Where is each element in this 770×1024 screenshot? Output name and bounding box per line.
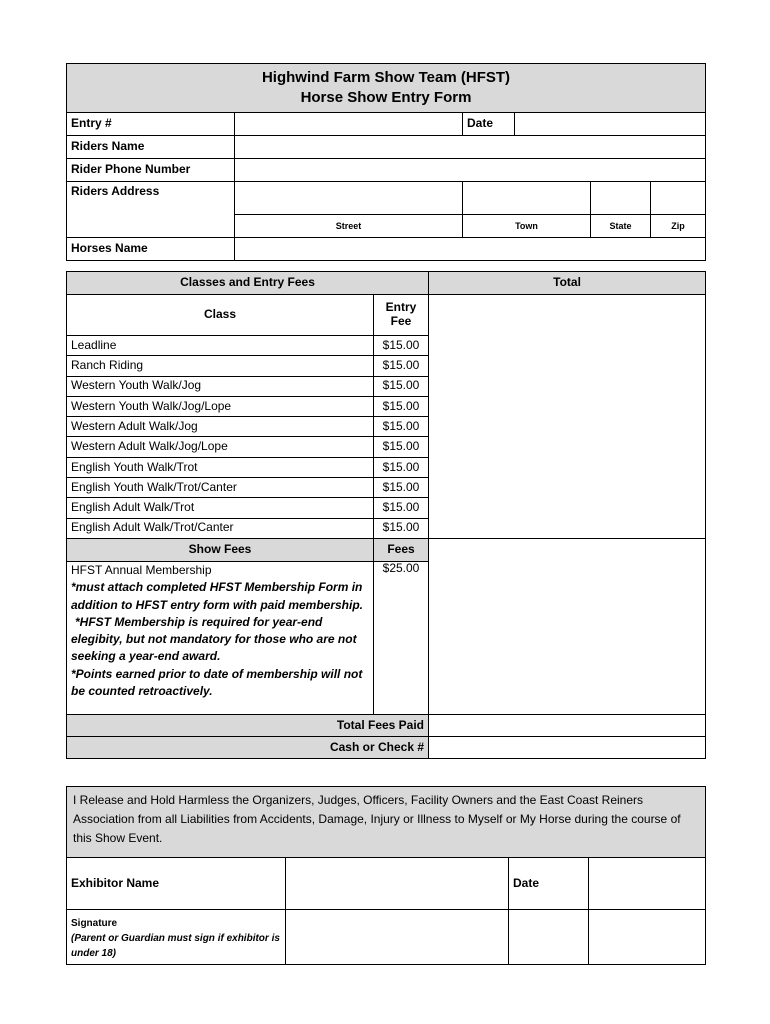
membership-fee: $25.00 xyxy=(374,561,429,714)
cash-check-label: Cash or Check # xyxy=(67,736,429,758)
class-name: Western Adult Walk/Jog xyxy=(67,417,374,437)
cash-check-field[interactable] xyxy=(429,736,706,758)
entry-header-form xyxy=(66,63,706,261)
membership-note-1: *must attach completed HFST Membership Form in addition to HFST entry form with paid membership. xyxy=(71,580,364,612)
state-label: State xyxy=(591,215,651,238)
class-fee: $15.00 xyxy=(374,518,429,538)
class-fee: $15.00 xyxy=(374,437,429,457)
membership-name: HFST Annual Membership xyxy=(71,562,212,577)
entry-fee-col-header: Entry Fee xyxy=(374,295,429,336)
signature-label-cell xyxy=(67,910,286,965)
town-field[interactable] xyxy=(463,182,591,215)
form-title-line1: Highwind Farm Show Team (HFST) xyxy=(261,69,511,86)
entry-number-field[interactable] xyxy=(235,113,463,136)
class-name: English Adult Walk/Trot/Canter xyxy=(67,518,374,538)
riders-name-label: Riders Name xyxy=(67,136,235,159)
class-name: English Youth Walk/Trot/Canter xyxy=(67,478,374,498)
class-fee: $15.00 xyxy=(374,336,429,356)
release-date-field[interactable] xyxy=(589,858,706,910)
riders-address-label: Riders Address xyxy=(67,182,235,238)
rider-phone-field[interactable] xyxy=(235,159,706,182)
exhibitor-name-field[interactable] xyxy=(286,858,509,910)
class-col-header: Class xyxy=(67,295,374,336)
membership-description xyxy=(67,561,374,714)
show-fees-header: Show Fees xyxy=(67,538,374,561)
release-statement: I Release and Hold Harmless the Organizers, Judges, Officers, Facility Owners and the East Coast Reiners Association from all Liabilities from Accidents, Damage, Injury or Illness to Myself or My Horse during the course of this Show Event. xyxy=(67,787,706,858)
class-name: Western Adult Walk/Jog/Lope xyxy=(67,437,374,457)
signature-note: (Parent or Guardian must sign if exhibitor is under 18) xyxy=(71,932,280,959)
form-title-line2: Horse Show Entry Form xyxy=(300,89,472,106)
classes-section-header: Classes and Entry Fees xyxy=(67,272,429,295)
class-fee: $15.00 xyxy=(374,457,429,477)
membership-note-3: *Points earned prior to date of membership will not be counted retroactively. xyxy=(71,666,363,699)
class-fee: $15.00 xyxy=(374,417,429,437)
total-fees-paid-field[interactable] xyxy=(429,714,706,736)
class-name: Western Youth Walk/Jog/Lope xyxy=(67,396,374,416)
release-date-label: Date xyxy=(509,858,589,910)
zip-field[interactable] xyxy=(651,182,706,215)
class-name: Leadline xyxy=(67,336,374,356)
class-fee: $15.00 xyxy=(374,478,429,498)
total-header: Total xyxy=(429,272,706,295)
date-label: Date xyxy=(463,113,515,136)
state-field[interactable] xyxy=(591,182,651,215)
form-title xyxy=(67,64,706,113)
release-section xyxy=(66,786,706,965)
classes-fees-table xyxy=(66,271,706,759)
street-field[interactable] xyxy=(235,182,463,215)
entry-number-label: Entry # xyxy=(67,113,235,136)
class-fee: $15.00 xyxy=(374,498,429,518)
signature-field[interactable] xyxy=(286,910,509,965)
zip-label: Zip xyxy=(651,215,706,238)
exhibitor-name-label: Exhibitor Name xyxy=(67,858,286,910)
signature-label: Signature xyxy=(71,917,118,929)
signature-blank-cell xyxy=(509,910,589,965)
total-fees-paid-label: Total Fees Paid xyxy=(67,714,429,736)
riders-name-field[interactable] xyxy=(235,136,706,159)
show-fees-total-area xyxy=(429,538,706,714)
class-name: English Adult Walk/Trot xyxy=(67,498,374,518)
fees-header: Fees xyxy=(374,538,429,561)
rider-phone-label: Rider Phone Number xyxy=(67,159,235,182)
signature-date-field[interactable] xyxy=(589,910,706,965)
date-field[interactable] xyxy=(515,113,706,136)
class-fee: $15.00 xyxy=(374,356,429,376)
class-name: Ranch Riding xyxy=(67,356,374,376)
total-column-area xyxy=(429,295,706,539)
membership-note-2: *HFST Membership is required for year-end elegibity, but not mandatory for those who are not seeking a year-end award. xyxy=(71,614,357,664)
class-name: English Youth Walk/Trot xyxy=(67,457,374,477)
horses-name-field[interactable] xyxy=(235,238,706,261)
horses-name-label: Horses Name xyxy=(67,238,235,261)
class-fee: $15.00 xyxy=(374,376,429,396)
town-label: Town xyxy=(463,215,591,238)
street-label: Street xyxy=(235,215,463,238)
class-fee: $15.00 xyxy=(374,396,429,416)
class-name: Western Youth Walk/Jog xyxy=(67,376,374,396)
